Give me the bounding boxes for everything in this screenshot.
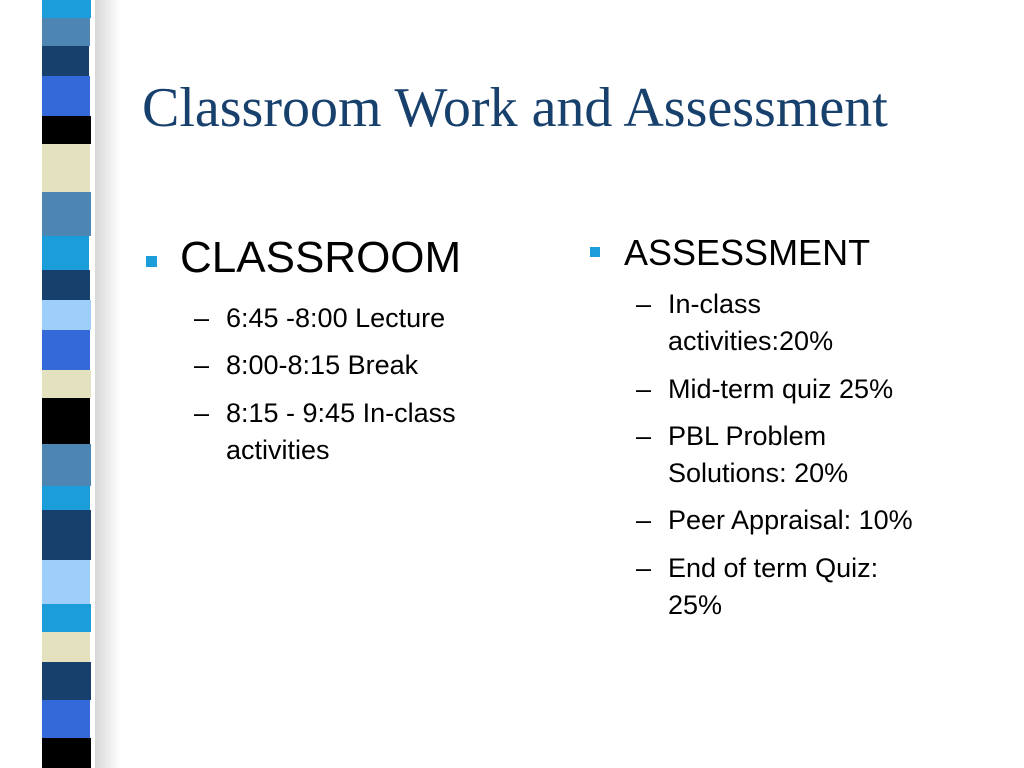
classroom-list bbox=[194, 300, 544, 469]
dash-icon: – bbox=[194, 397, 210, 428]
list-item bbox=[636, 418, 918, 493]
assessment-item-text: Mid-term quiz 25% bbox=[668, 373, 894, 404]
dash-icon: – bbox=[194, 350, 210, 381]
list-item bbox=[194, 347, 544, 384]
dash-icon: – bbox=[636, 373, 652, 404]
dash-icon: – bbox=[194, 303, 210, 333]
decorative-strip-icon bbox=[0, 0, 120, 768]
square-bullet-icon bbox=[146, 256, 157, 267]
classroom-heading: CLASSROOM bbox=[180, 233, 462, 282]
assessment-item-text: In-class activities:20% bbox=[668, 289, 834, 357]
dash-icon: – bbox=[636, 552, 652, 583]
assessment-item-text: End of term Quiz: 25% bbox=[668, 552, 879, 620]
list-item bbox=[194, 300, 544, 337]
strip-blocks bbox=[42, 0, 91, 768]
list-item bbox=[636, 286, 918, 361]
classroom-item-text: 8:00-8:15 Break bbox=[226, 350, 419, 381]
classroom-item-text: 8:15 - 9:45 In-class activities bbox=[226, 397, 456, 465]
list-item bbox=[636, 550, 938, 625]
assessment-list bbox=[636, 286, 986, 624]
list-item bbox=[636, 502, 986, 539]
square-bullet-icon bbox=[590, 247, 600, 257]
assessment-item-text: Peer Appraisal: 10% bbox=[668, 505, 913, 536]
assessment-heading: ASSESSMENT bbox=[624, 232, 871, 273]
dash-icon: – bbox=[636, 420, 652, 451]
classroom-item-text: 6:45 -8:00 Lecture bbox=[226, 303, 446, 333]
list-item bbox=[636, 371, 986, 408]
assessment-item-text: PBL Problem Solutions: 20% bbox=[668, 420, 849, 488]
dash-icon: – bbox=[636, 505, 652, 536]
list-item bbox=[194, 395, 544, 470]
dash-icon: – bbox=[636, 289, 652, 319]
slide-title: Classroom Work and Assessment bbox=[142, 77, 888, 139]
